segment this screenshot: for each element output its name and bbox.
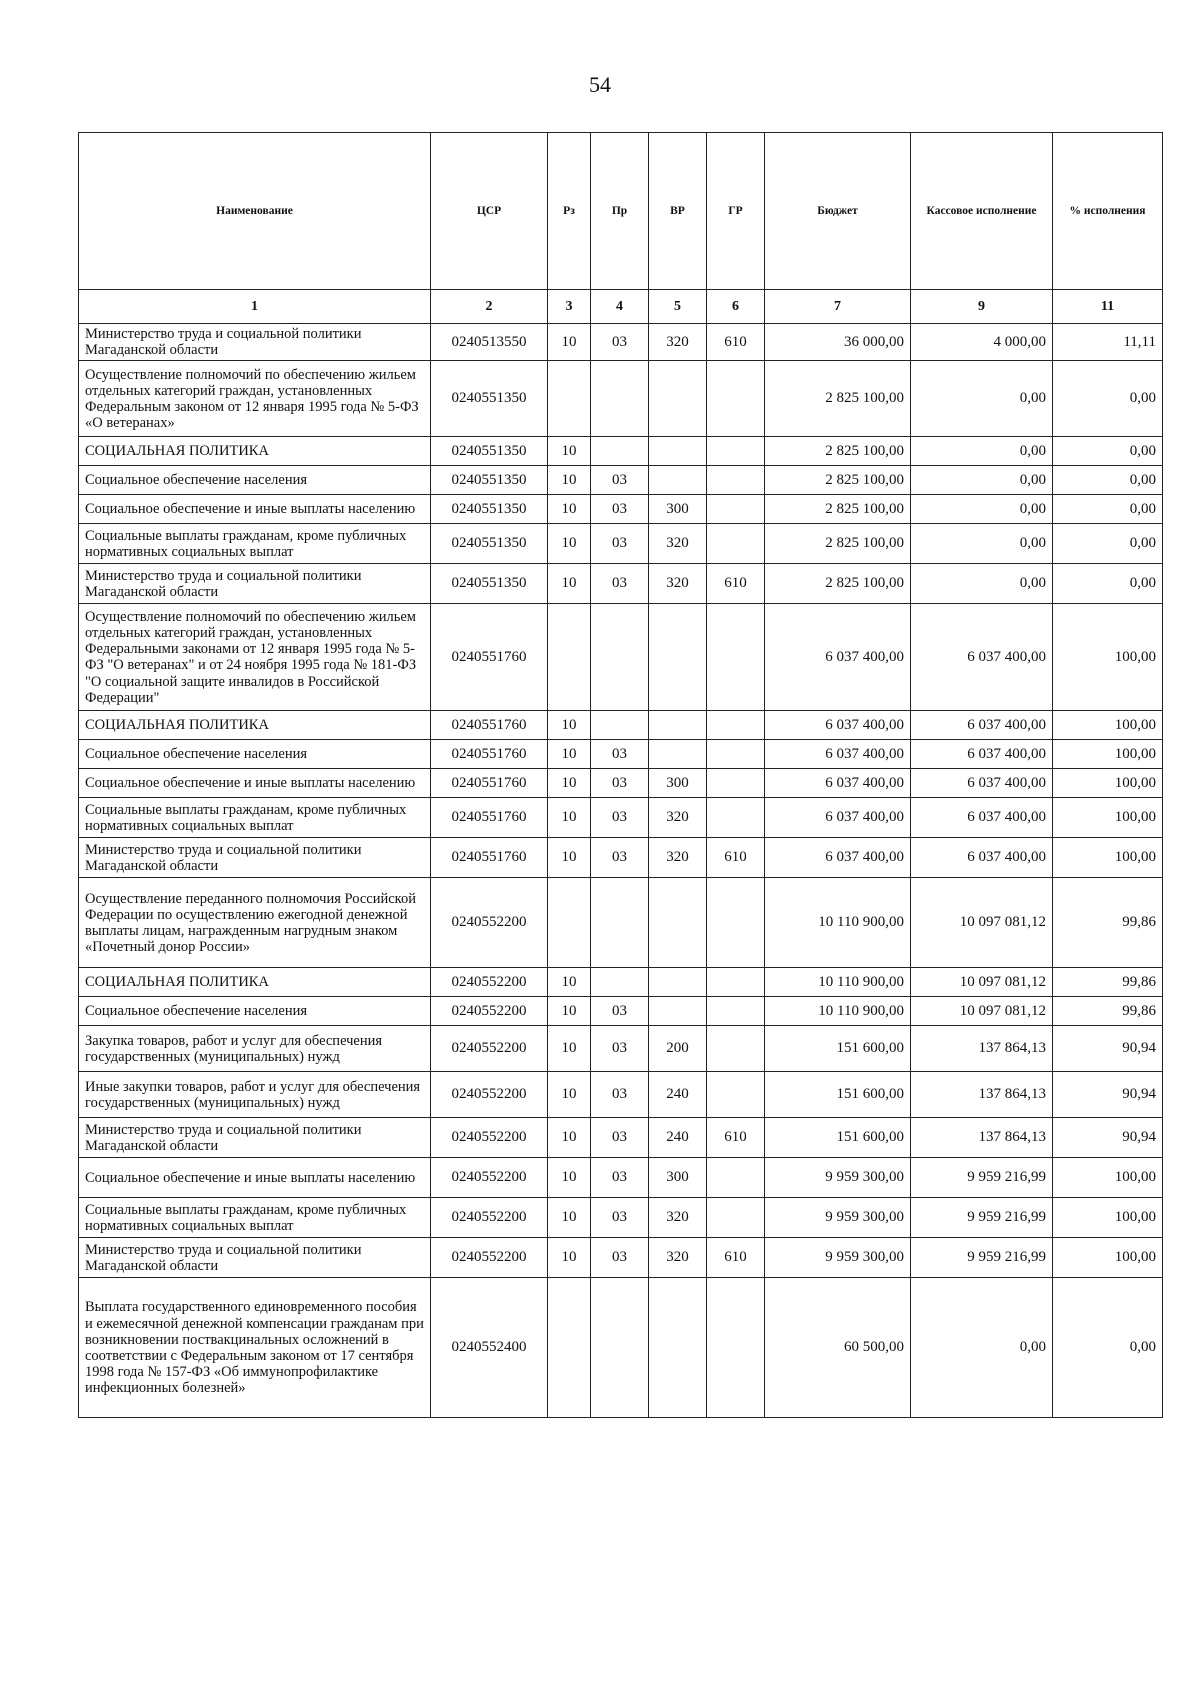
row-csr: 0240552200 (431, 1238, 548, 1278)
column-number-row (79, 290, 1163, 324)
row-exec: 6 037 400,00 (911, 798, 1053, 838)
row-pct: 0,00 (1053, 495, 1163, 524)
row-rz: 10 (548, 524, 591, 564)
row-exec: 6 037 400,00 (911, 711, 1053, 740)
row-pr: 03 (591, 1118, 649, 1158)
row-pct: 90,94 (1053, 1118, 1163, 1158)
row-exec: 0,00 (911, 1278, 1053, 1418)
row-csr: 0240552200 (431, 1026, 548, 1072)
row-budget: 10 110 900,00 (765, 968, 911, 997)
row-gr (707, 997, 765, 1026)
row-rz (548, 604, 591, 711)
row-vr: 300 (649, 495, 707, 524)
row-rz (548, 361, 591, 437)
row-name: Социальное обеспечение и иные выплаты населению (79, 1158, 431, 1198)
row-budget: 60 500,00 (765, 1278, 911, 1418)
table-row (79, 495, 1163, 524)
row-exec: 10 097 081,12 (911, 878, 1053, 968)
row-pct: 99,86 (1053, 997, 1163, 1026)
table-row (79, 1198, 1163, 1238)
row-name: Социальное обеспечение и иные выплаты населению (79, 495, 431, 524)
row-budget: 2 825 100,00 (765, 495, 911, 524)
row-gr (707, 524, 765, 564)
row-budget: 2 825 100,00 (765, 524, 911, 564)
header-budget: Бюджет (765, 133, 911, 290)
row-name: Министерство труда и социальной политики Магаданской области (79, 1118, 431, 1158)
table-row (79, 564, 1163, 604)
table-row (79, 838, 1163, 878)
table-row (79, 1238, 1163, 1278)
table-row (79, 769, 1163, 798)
row-rz: 10 (548, 1118, 591, 1158)
row-exec: 0,00 (911, 466, 1053, 495)
row-gr (707, 1072, 765, 1118)
row-rz: 10 (548, 324, 591, 361)
row-gr (707, 1026, 765, 1072)
row-rz (548, 1278, 591, 1418)
row-budget: 6 037 400,00 (765, 838, 911, 878)
row-exec: 137 864,13 (911, 1026, 1053, 1072)
row-csr: 0240551350 (431, 495, 548, 524)
row-pct: 100,00 (1053, 604, 1163, 711)
row-vr: 240 (649, 1072, 707, 1118)
row-budget: 6 037 400,00 (765, 740, 911, 769)
row-gr: 610 (707, 838, 765, 878)
row-pct: 100,00 (1053, 711, 1163, 740)
row-vr: 320 (649, 838, 707, 878)
row-gr: 610 (707, 1118, 765, 1158)
table-row (79, 361, 1163, 437)
row-pr: 03 (591, 997, 649, 1026)
row-budget: 151 600,00 (765, 1118, 911, 1158)
row-exec: 6 037 400,00 (911, 838, 1053, 878)
header-pr: Пр (591, 133, 649, 290)
row-pct: 90,94 (1053, 1072, 1163, 1118)
row-budget: 9 959 300,00 (765, 1158, 911, 1198)
row-gr (707, 495, 765, 524)
table-row (79, 740, 1163, 769)
row-vr (649, 997, 707, 1026)
row-exec: 10 097 081,12 (911, 997, 1053, 1026)
row-rz: 10 (548, 437, 591, 466)
header-pct: % исполнения (1053, 133, 1163, 290)
row-budget: 9 959 300,00 (765, 1198, 911, 1238)
column-number: 4 (591, 290, 649, 324)
row-exec: 137 864,13 (911, 1118, 1053, 1158)
row-csr: 0240551350 (431, 466, 548, 495)
table-row (79, 997, 1163, 1026)
header-vr: ВР (649, 133, 707, 290)
row-name: Министерство труда и социальной политики Магаданской области (79, 1238, 431, 1278)
row-name: Осуществление переданного полномочия Российской Федерации по осуществлению ежегодной денежной выплаты лицам, награжденным нагрудным знаком «Почетный донор России» (79, 878, 431, 968)
row-pct: 0,00 (1053, 1278, 1163, 1418)
row-name: Закупка товаров, работ и услуг для обеспечения государственных (муниципальных) нужд (79, 1026, 431, 1072)
row-pr (591, 604, 649, 711)
table-row (79, 1118, 1163, 1158)
row-exec: 0,00 (911, 437, 1053, 466)
row-name: Социальные выплаты гражданам, кроме публичных нормативных социальных выплат (79, 524, 431, 564)
row-exec: 9 959 216,99 (911, 1238, 1053, 1278)
row-vr: 300 (649, 769, 707, 798)
row-pct: 100,00 (1053, 1238, 1163, 1278)
header-row (79, 133, 1163, 290)
row-gr (707, 968, 765, 997)
row-pct: 0,00 (1053, 361, 1163, 437)
row-gr (707, 1198, 765, 1238)
row-rz: 10 (548, 798, 591, 838)
row-pct: 99,86 (1053, 968, 1163, 997)
row-pct: 0,00 (1053, 466, 1163, 495)
table-row (79, 466, 1163, 495)
row-pr (591, 361, 649, 437)
row-pr (591, 1278, 649, 1418)
row-budget: 6 037 400,00 (765, 604, 911, 711)
row-pr (591, 711, 649, 740)
row-exec: 0,00 (911, 361, 1053, 437)
row-pct: 100,00 (1053, 798, 1163, 838)
table-row (79, 1026, 1163, 1072)
row-name: Социальное обеспечение и иные выплаты населению (79, 769, 431, 798)
row-csr: 0240551350 (431, 564, 548, 604)
table-row (79, 968, 1163, 997)
row-pct: 0,00 (1053, 524, 1163, 564)
row-vr: 320 (649, 1198, 707, 1238)
row-name: Выплата государственного единовременного пособия и ежемесячной денежной компенсации гражданам при возникновении поствакцинальных осложнений в соответствии с Федеральным законом от 17 сентября 1998 года № 157-ФЗ «Об иммунопрофилактике инфекционных болезней» (79, 1278, 431, 1418)
row-pr (591, 968, 649, 997)
row-gr: 610 (707, 564, 765, 604)
row-vr (649, 604, 707, 711)
row-pct: 0,00 (1053, 564, 1163, 604)
row-pr: 03 (591, 324, 649, 361)
row-gr (707, 361, 765, 437)
column-number: 7 (765, 290, 911, 324)
row-exec: 9 959 216,99 (911, 1158, 1053, 1198)
table-row (79, 1278, 1163, 1418)
table-row (79, 711, 1163, 740)
column-number: 6 (707, 290, 765, 324)
table-row (79, 437, 1163, 466)
row-exec: 10 097 081,12 (911, 968, 1053, 997)
row-csr: 0240551350 (431, 437, 548, 466)
row-vr (649, 361, 707, 437)
row-budget: 2 825 100,00 (765, 437, 911, 466)
row-exec: 0,00 (911, 524, 1053, 564)
row-name: Министерство труда и социальной политики Магаданской области (79, 324, 431, 361)
row-pr: 03 (591, 524, 649, 564)
table-row (79, 524, 1163, 564)
header-exec: Кассовое исполнение (911, 133, 1053, 290)
row-rz: 10 (548, 711, 591, 740)
row-exec: 6 037 400,00 (911, 740, 1053, 769)
header-rz: Рз (548, 133, 591, 290)
row-csr: 0240551760 (431, 740, 548, 769)
row-vr (649, 968, 707, 997)
row-budget: 6 037 400,00 (765, 711, 911, 740)
row-pct: 100,00 (1053, 1158, 1163, 1198)
row-name: Министерство труда и социальной политики Магаданской области (79, 564, 431, 604)
table-row (79, 1072, 1163, 1118)
row-pct: 11,11 (1053, 324, 1163, 361)
row-pr: 03 (591, 564, 649, 604)
row-pr: 03 (591, 1158, 649, 1198)
row-gr (707, 1158, 765, 1198)
row-csr: 0240551760 (431, 769, 548, 798)
row-rz: 10 (548, 838, 591, 878)
row-csr: 0240552200 (431, 997, 548, 1026)
row-rz: 10 (548, 1238, 591, 1278)
row-vr: 320 (649, 1238, 707, 1278)
row-gr (707, 740, 765, 769)
column-number: 2 (431, 290, 548, 324)
row-pr (591, 437, 649, 466)
row-vr: 240 (649, 1118, 707, 1158)
row-name: Социальное обеспечение населения (79, 740, 431, 769)
row-name: Социальное обеспечение населения (79, 997, 431, 1026)
row-csr: 0240552200 (431, 968, 548, 997)
row-csr: 0240552200 (431, 1072, 548, 1118)
row-vr: 300 (649, 1158, 707, 1198)
row-exec: 4 000,00 (911, 324, 1053, 361)
row-pct: 90,94 (1053, 1026, 1163, 1072)
row-rz: 10 (548, 1158, 591, 1198)
row-name: Социальное обеспечение населения (79, 466, 431, 495)
row-budget: 9 959 300,00 (765, 1238, 911, 1278)
row-gr (707, 711, 765, 740)
row-pr: 03 (591, 1238, 649, 1278)
row-vr: 320 (649, 798, 707, 838)
column-number: 11 (1053, 290, 1163, 324)
row-csr: 0240552200 (431, 878, 548, 968)
row-vr: 200 (649, 1026, 707, 1072)
row-csr: 0240551760 (431, 838, 548, 878)
row-vr (649, 878, 707, 968)
row-pr: 03 (591, 1072, 649, 1118)
row-budget: 2 825 100,00 (765, 361, 911, 437)
row-csr: 0240551760 (431, 798, 548, 838)
row-exec: 137 864,13 (911, 1072, 1053, 1118)
column-number: 5 (649, 290, 707, 324)
row-csr: 0240552200 (431, 1198, 548, 1238)
row-rz: 10 (548, 495, 591, 524)
table-row (79, 798, 1163, 838)
row-name: Социальные выплаты гражданам, кроме публичных нормативных социальных выплат (79, 798, 431, 838)
row-pr: 03 (591, 466, 649, 495)
row-pr: 03 (591, 798, 649, 838)
row-vr: 320 (649, 324, 707, 361)
header-name: Наименование (79, 133, 431, 290)
row-budget: 151 600,00 (765, 1026, 911, 1072)
row-rz: 10 (548, 968, 591, 997)
row-gr: 610 (707, 324, 765, 361)
row-csr: 0240551350 (431, 524, 548, 564)
row-vr (649, 711, 707, 740)
header-csr: ЦСР (431, 133, 548, 290)
row-budget: 10 110 900,00 (765, 878, 911, 968)
row-pct: 100,00 (1053, 769, 1163, 798)
row-pct: 100,00 (1053, 838, 1163, 878)
row-pr: 03 (591, 740, 649, 769)
row-rz: 10 (548, 769, 591, 798)
row-csr: 0240551760 (431, 711, 548, 740)
row-exec: 9 959 216,99 (911, 1198, 1053, 1238)
row-pr: 03 (591, 838, 649, 878)
row-exec: 0,00 (911, 495, 1053, 524)
row-pr: 03 (591, 495, 649, 524)
row-csr: 0240552400 (431, 1278, 548, 1418)
row-csr: 0240551760 (431, 604, 548, 711)
row-pr: 03 (591, 1026, 649, 1072)
row-rz: 10 (548, 997, 591, 1026)
row-exec: 6 037 400,00 (911, 604, 1053, 711)
row-name: Министерство труда и социальной политики Магаданской области (79, 838, 431, 878)
row-vr: 320 (649, 564, 707, 604)
row-name: СОЦИАЛЬНАЯ ПОЛИТИКА (79, 437, 431, 466)
row-gr (707, 798, 765, 838)
row-pct: 100,00 (1053, 1198, 1163, 1238)
table-row (79, 1158, 1163, 1198)
row-gr (707, 466, 765, 495)
row-vr (649, 466, 707, 495)
row-csr: 0240552200 (431, 1158, 548, 1198)
row-rz: 10 (548, 1072, 591, 1118)
row-gr (707, 604, 765, 711)
row-name: Осуществление полномочий по обеспечению жильем отдельных категорий граждан, установленных Федеральными законами от 12 января 1995 года № 5-ФЗ "О ветеранах" и от 24 ноября 1995 года № 181-ФЗ "О социальной защите инвалидов в Российской Федерации" (79, 604, 431, 711)
row-budget: 6 037 400,00 (765, 798, 911, 838)
row-exec: 0,00 (911, 564, 1053, 604)
table-row (79, 324, 1163, 361)
table-row (79, 878, 1163, 968)
row-name: СОЦИАЛЬНАЯ ПОЛИТИКА (79, 968, 431, 997)
row-rz: 10 (548, 1198, 591, 1238)
row-csr: 0240552200 (431, 1118, 548, 1158)
row-budget: 2 825 100,00 (765, 564, 911, 604)
row-exec: 6 037 400,00 (911, 769, 1053, 798)
row-pct: 0,00 (1053, 437, 1163, 466)
row-rz: 10 (548, 1026, 591, 1072)
header-gr: ГР (707, 133, 765, 290)
row-gr (707, 1278, 765, 1418)
row-vr: 320 (649, 524, 707, 564)
row-rz: 10 (548, 740, 591, 769)
row-gr (707, 437, 765, 466)
row-csr: 0240551350 (431, 361, 548, 437)
row-budget: 36 000,00 (765, 324, 911, 361)
row-budget: 2 825 100,00 (765, 466, 911, 495)
row-rz: 10 (548, 564, 591, 604)
row-budget: 6 037 400,00 (765, 769, 911, 798)
row-name: Социальные выплаты гражданам, кроме публичных нормативных социальных выплат (79, 1198, 431, 1238)
row-name: Осуществление полномочий по обеспечению жильем отдельных категорий граждан, установленных Федеральным законом от 12 января 1995 года № 5-ФЗ «О ветеранах» (79, 361, 431, 437)
row-pr: 03 (591, 769, 649, 798)
row-vr (649, 1278, 707, 1418)
row-name: Иные закупки товаров, работ и услуг для обеспечения государственных (муниципальных) нужд (79, 1072, 431, 1118)
row-budget: 10 110 900,00 (765, 997, 911, 1026)
column-number: 1 (79, 290, 431, 324)
row-pct: 99,86 (1053, 878, 1163, 968)
row-gr (707, 769, 765, 798)
row-gr (707, 878, 765, 968)
row-vr (649, 437, 707, 466)
row-rz (548, 878, 591, 968)
row-budget: 151 600,00 (765, 1072, 911, 1118)
row-gr: 610 (707, 1238, 765, 1278)
budget-table (78, 132, 1163, 1418)
table-row (79, 604, 1163, 711)
row-name: СОЦИАЛЬНАЯ ПОЛИТИКА (79, 711, 431, 740)
row-vr (649, 740, 707, 769)
row-csr: 0240513550 (431, 324, 548, 361)
row-pr (591, 878, 649, 968)
row-rz: 10 (548, 466, 591, 495)
row-pct: 100,00 (1053, 740, 1163, 769)
page-number: 54 (589, 72, 611, 97)
column-number: 9 (911, 290, 1053, 324)
column-number: 3 (548, 290, 591, 324)
row-pr: 03 (591, 1198, 649, 1238)
